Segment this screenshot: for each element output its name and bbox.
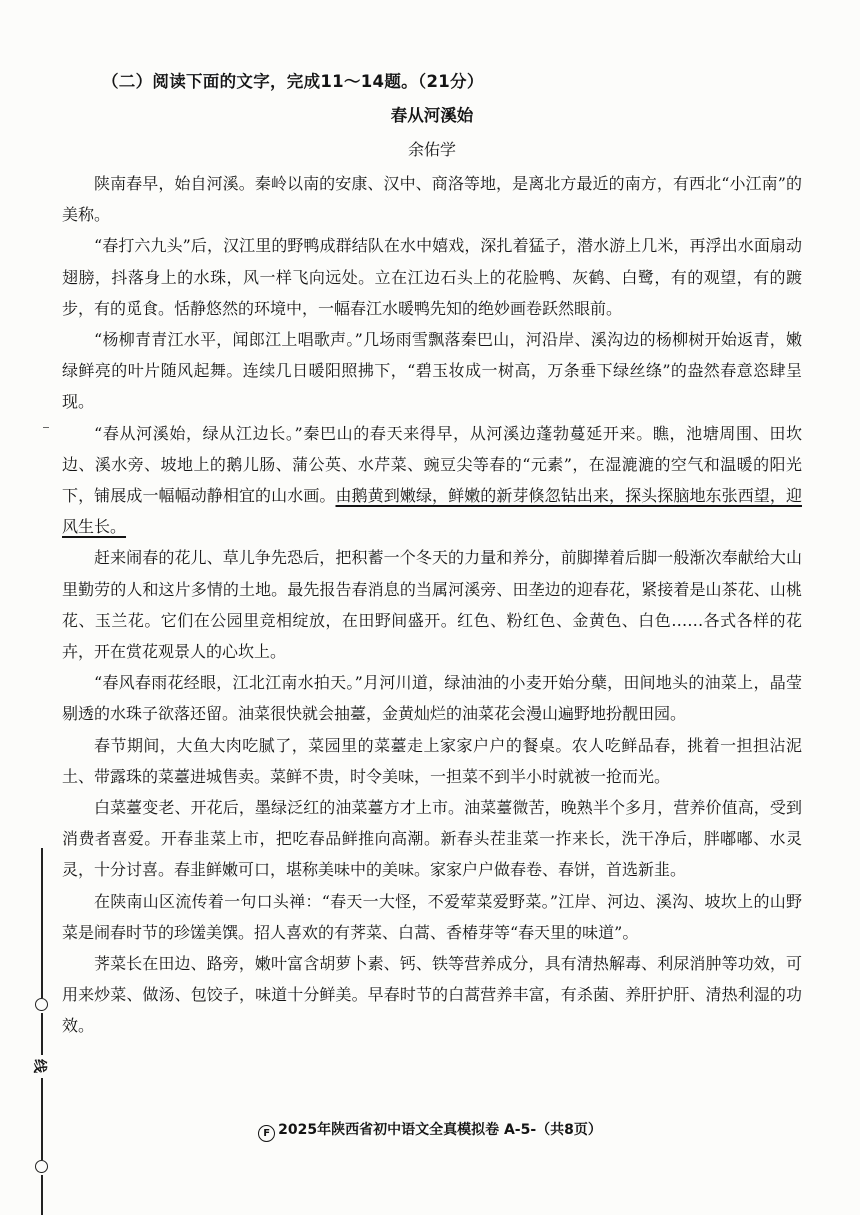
paragraph-5: 赶来闹春的花儿、草儿争先恐后，把积蓄一个冬天的力量和养分，前脚撵着后脚一般渐次奉献给大山里勤劳的人和这片多情的土地。最先报告春消息的当属河溪旁、田垄边的迎春花，紧接着是山茶花、山桃花、玉兰花。它们在公园里竞相绽放，在田野间盛开。红色、粉红色、金黄色、白色……各式各样的花卉，开在赏花观景人的心坎上。 [62, 548, 802, 662]
binding-hole-top-icon [35, 998, 48, 1011]
binding-line-mid [41, 1013, 43, 1055]
binding-margin [30, 830, 54, 1215]
binding-line-top [41, 848, 43, 998]
margin-tick [43, 427, 49, 428]
copyright-f-icon: F [258, 1125, 275, 1142]
paragraph-8: 白菜薹变老、开花后，墨绿泛红的油菜薹方才上市。油菜薹微苦，晚熟半个多月，营养价值高，受到消费者喜爱。开春韭菜上市，把吃春品鲜推向高潮。新春头茬韭菜一拃来长，洗干净后，胖嘟嘟、水灵灵，十分讨喜。春韭鲜嫩可口，堪称美味中的美味。家家户户做春卷、春饼，首选新韭。 [62, 798, 802, 880]
paragraph-7: 春节期间，大鱼大肉吃腻了，菜园里的菜薹走上家家户户的餐桌。农人吃鲜品春，挑着一担担沾泥土、带露珠的菜薹进城售卖。菜鲜不贵，时令美味，一担菜不到半小时就被一抢而光。 [62, 735, 802, 786]
paragraph-9: 在陕南山区流传着一句口头禅：“春天一大怪，不爱荤菜爱野菜。”江岸、河边、溪沟、坡坎上的山野菜是闹春时节的珍馐美馔。招人喜欢的有荠菜、白蒿、香椿芽等“春天里的味道”。 [62, 891, 802, 942]
paragraph-2: “春打六九头”后，汉江里的野鸭成群结队在水中嬉戏，深扎着猛子，潜水游上几米，再浮出水面扇动翅膀，抖落身上的水珠，风一样飞向远处。立在江边石头上的花脸鸭、灰鹤、白鹭，有的观望，有的踱步，有的觅食。恬静悠然的环境中，一幅春江水暖鸭先知的绝妙画卷跃然眼前。 [62, 236, 802, 318]
binding-line-lower [41, 1078, 43, 1160]
article-title: 春从河溪始 [390, 106, 474, 125]
paragraph-3: “杨柳青青江水平，闻郎江上唱歌声。”几场雨雪飘落秦巴山，河沿岸、溪沟边的杨柳树开始返青，嫩绿鲜亮的叶片随风起舞。连续几日暖阳照拂下，“碧玉妆成一树高，万条垂下绿丝绦”的盎然春意恣肆呈现。 [62, 330, 802, 412]
page-footer [0, 1120, 860, 1142]
paragraph-10: 荠菜长在田边、路旁，嫩叶富含胡萝卜素、钙、铁等营养成分，具有清热解毒、利尿消肿等功效，可用来炒菜、做汤、包饺子，味道十分鲜美。早春时节的白蒿营养丰富，有杀菌、养肝护肝、清热利湿的功效。 [62, 954, 802, 1036]
paragraph-6: “春风春雨花经眼，江北江南水拍天。”月河川道，绿油油的小麦开始分蘖，田间地头的油菜上，晶莹剔透的水珠子欲落还留。油菜很快就会抽薹，金黄灿烂的油菜花会漫山遍野地扮靓田园。 [62, 673, 802, 724]
paragraph-1: 陕南春早，始自河溪。秦岭以南的安康、汉中、商洛等地，是离北方最近的南方，有西北“小江南”的美称。 [62, 174, 802, 225]
binding-hole-bottom-icon [35, 1160, 48, 1173]
footer-text: 2025年陕西省初中语文全真模拟卷 A-5-（共8页） [278, 1122, 602, 1138]
underlined-sentence: 由鹅黄到嫩绿，鲜嫩的新芽倏忽钻出来，探头探脑地东张西望，迎风生长。 [62, 486, 802, 537]
article-author: 余佑学 [407, 140, 456, 159]
section-heading: （二）阅读下面的文字，完成11～14题。（21分） [102, 72, 484, 91]
binding-label: 线 [31, 1059, 47, 1073]
binding-line-bottom [41, 1175, 43, 1215]
paragraph-4 [62, 418, 802, 543]
exam-page [62, 70, 802, 1042]
paragraph-4-text: “春从河溪始，绿从江边长。”秦巴山的春天来得早，从河溪边蓬勃蔓延开来。瞧，池塘周围、田坎边、溪水旁、坡地上的鹅儿肠、蒲公英、水芹菜、豌豆尖等春的“元素”，在湿漉漉的空气和温暖的阳光下，铺展成一幅幅动静相宜的山水画。 [62, 423, 802, 506]
